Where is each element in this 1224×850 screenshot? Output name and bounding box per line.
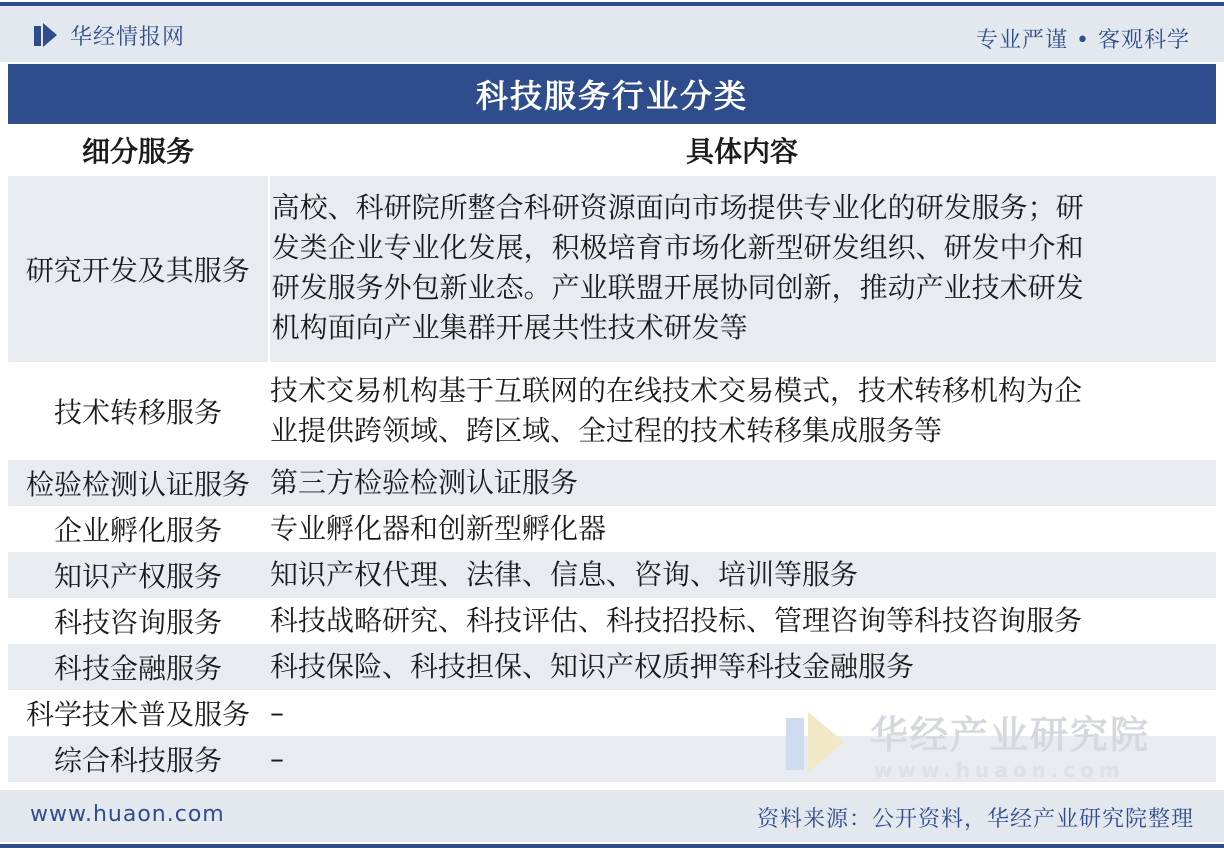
- service-name: 科技金融服务: [53, 652, 222, 685]
- service-name: 技术转移服务: [53, 396, 222, 429]
- table-row: [8, 690, 1216, 736]
- table-row: [8, 644, 1216, 690]
- service-content: [270, 176, 1216, 362]
- title-band: [8, 64, 1216, 124]
- table-row: [8, 598, 1216, 644]
- column-header-content: 具体内容: [685, 135, 798, 168]
- brand-name: 华经情报网: [70, 24, 186, 50]
- content-line: 业提供跨领域、跨区域、全过程的技术转移集成服务等: [270, 414, 943, 447]
- source-note: 资料来源：公开资料，华经产业研究院整理: [756, 807, 1194, 832]
- service-content: –: [270, 742, 284, 775]
- table-row: [8, 176, 1216, 362]
- table-row: [8, 362, 1216, 460]
- service-content: 科技战略研究、科技评估、科技招投标、管理咨询等科技咨询服务: [270, 604, 1083, 637]
- service-content: 知识产权代理、法律、信息、咨询、培训等服务: [270, 558, 859, 591]
- header-bar: [0, 6, 1224, 62]
- service-name: 研究开发及其服务: [8, 176, 270, 362]
- service-content: 科技保险、科技担保、知识产权质押等科技金融服务: [270, 650, 915, 683]
- table-row: [8, 736, 1216, 782]
- service-name: 知识产权服务: [53, 560, 222, 593]
- watermark-name: 华经产业研究院: [870, 713, 1151, 757]
- table-header: [8, 124, 1216, 176]
- page-title: 科技服务行业分类: [475, 77, 748, 115]
- service-content: –: [270, 696, 284, 729]
- content-line: 高校、科研院所整合科研资源面向市场提供专业化的研发服务；研: [271, 191, 1084, 224]
- column-header-service: 细分服务: [81, 135, 194, 168]
- service-content: [268, 362, 1216, 460]
- brand[interactable]: [34, 21, 185, 49]
- watermark-url: www.huaon.com: [874, 758, 1125, 782]
- slogan: 专业严谨 • 客观科学: [976, 28, 1190, 53]
- bottom-rule: [0, 844, 1224, 848]
- huajing-logo-icon: [34, 23, 58, 47]
- content-line: 发类企业专业化发展，积极培育市场化新型研发组织、研发中介和: [271, 231, 1084, 264]
- content-line: 机构面向产业集群开展共性技术研发等: [271, 311, 748, 344]
- service-name: 科学技术普及服务: [25, 698, 250, 731]
- footer-url-link[interactable]: www.huaon.com: [30, 802, 225, 827]
- service-name: 检验检测认证服务: [25, 468, 250, 501]
- content-line: 研发服务外包新业态。产业联盟开展协同创新，推动产业技术研发: [271, 271, 1084, 304]
- service-content: 专业孵化器和创新型孵化器: [270, 512, 607, 545]
- table-row: [8, 460, 1216, 506]
- content-line: 技术交易机构基于互联网的在线技术交易模式，技术转移机构为企: [270, 374, 1083, 407]
- table-row: [8, 506, 1216, 552]
- service-content: 第三方检验检测认证服务: [270, 466, 579, 499]
- service-name: 科技咨询服务: [53, 606, 222, 639]
- service-name: 企业孵化服务: [53, 514, 222, 547]
- table-row: [8, 552, 1216, 598]
- classification-table: [8, 124, 1216, 782]
- service-name: 综合科技服务: [53, 744, 222, 777]
- footer-bar: [0, 790, 1224, 842]
